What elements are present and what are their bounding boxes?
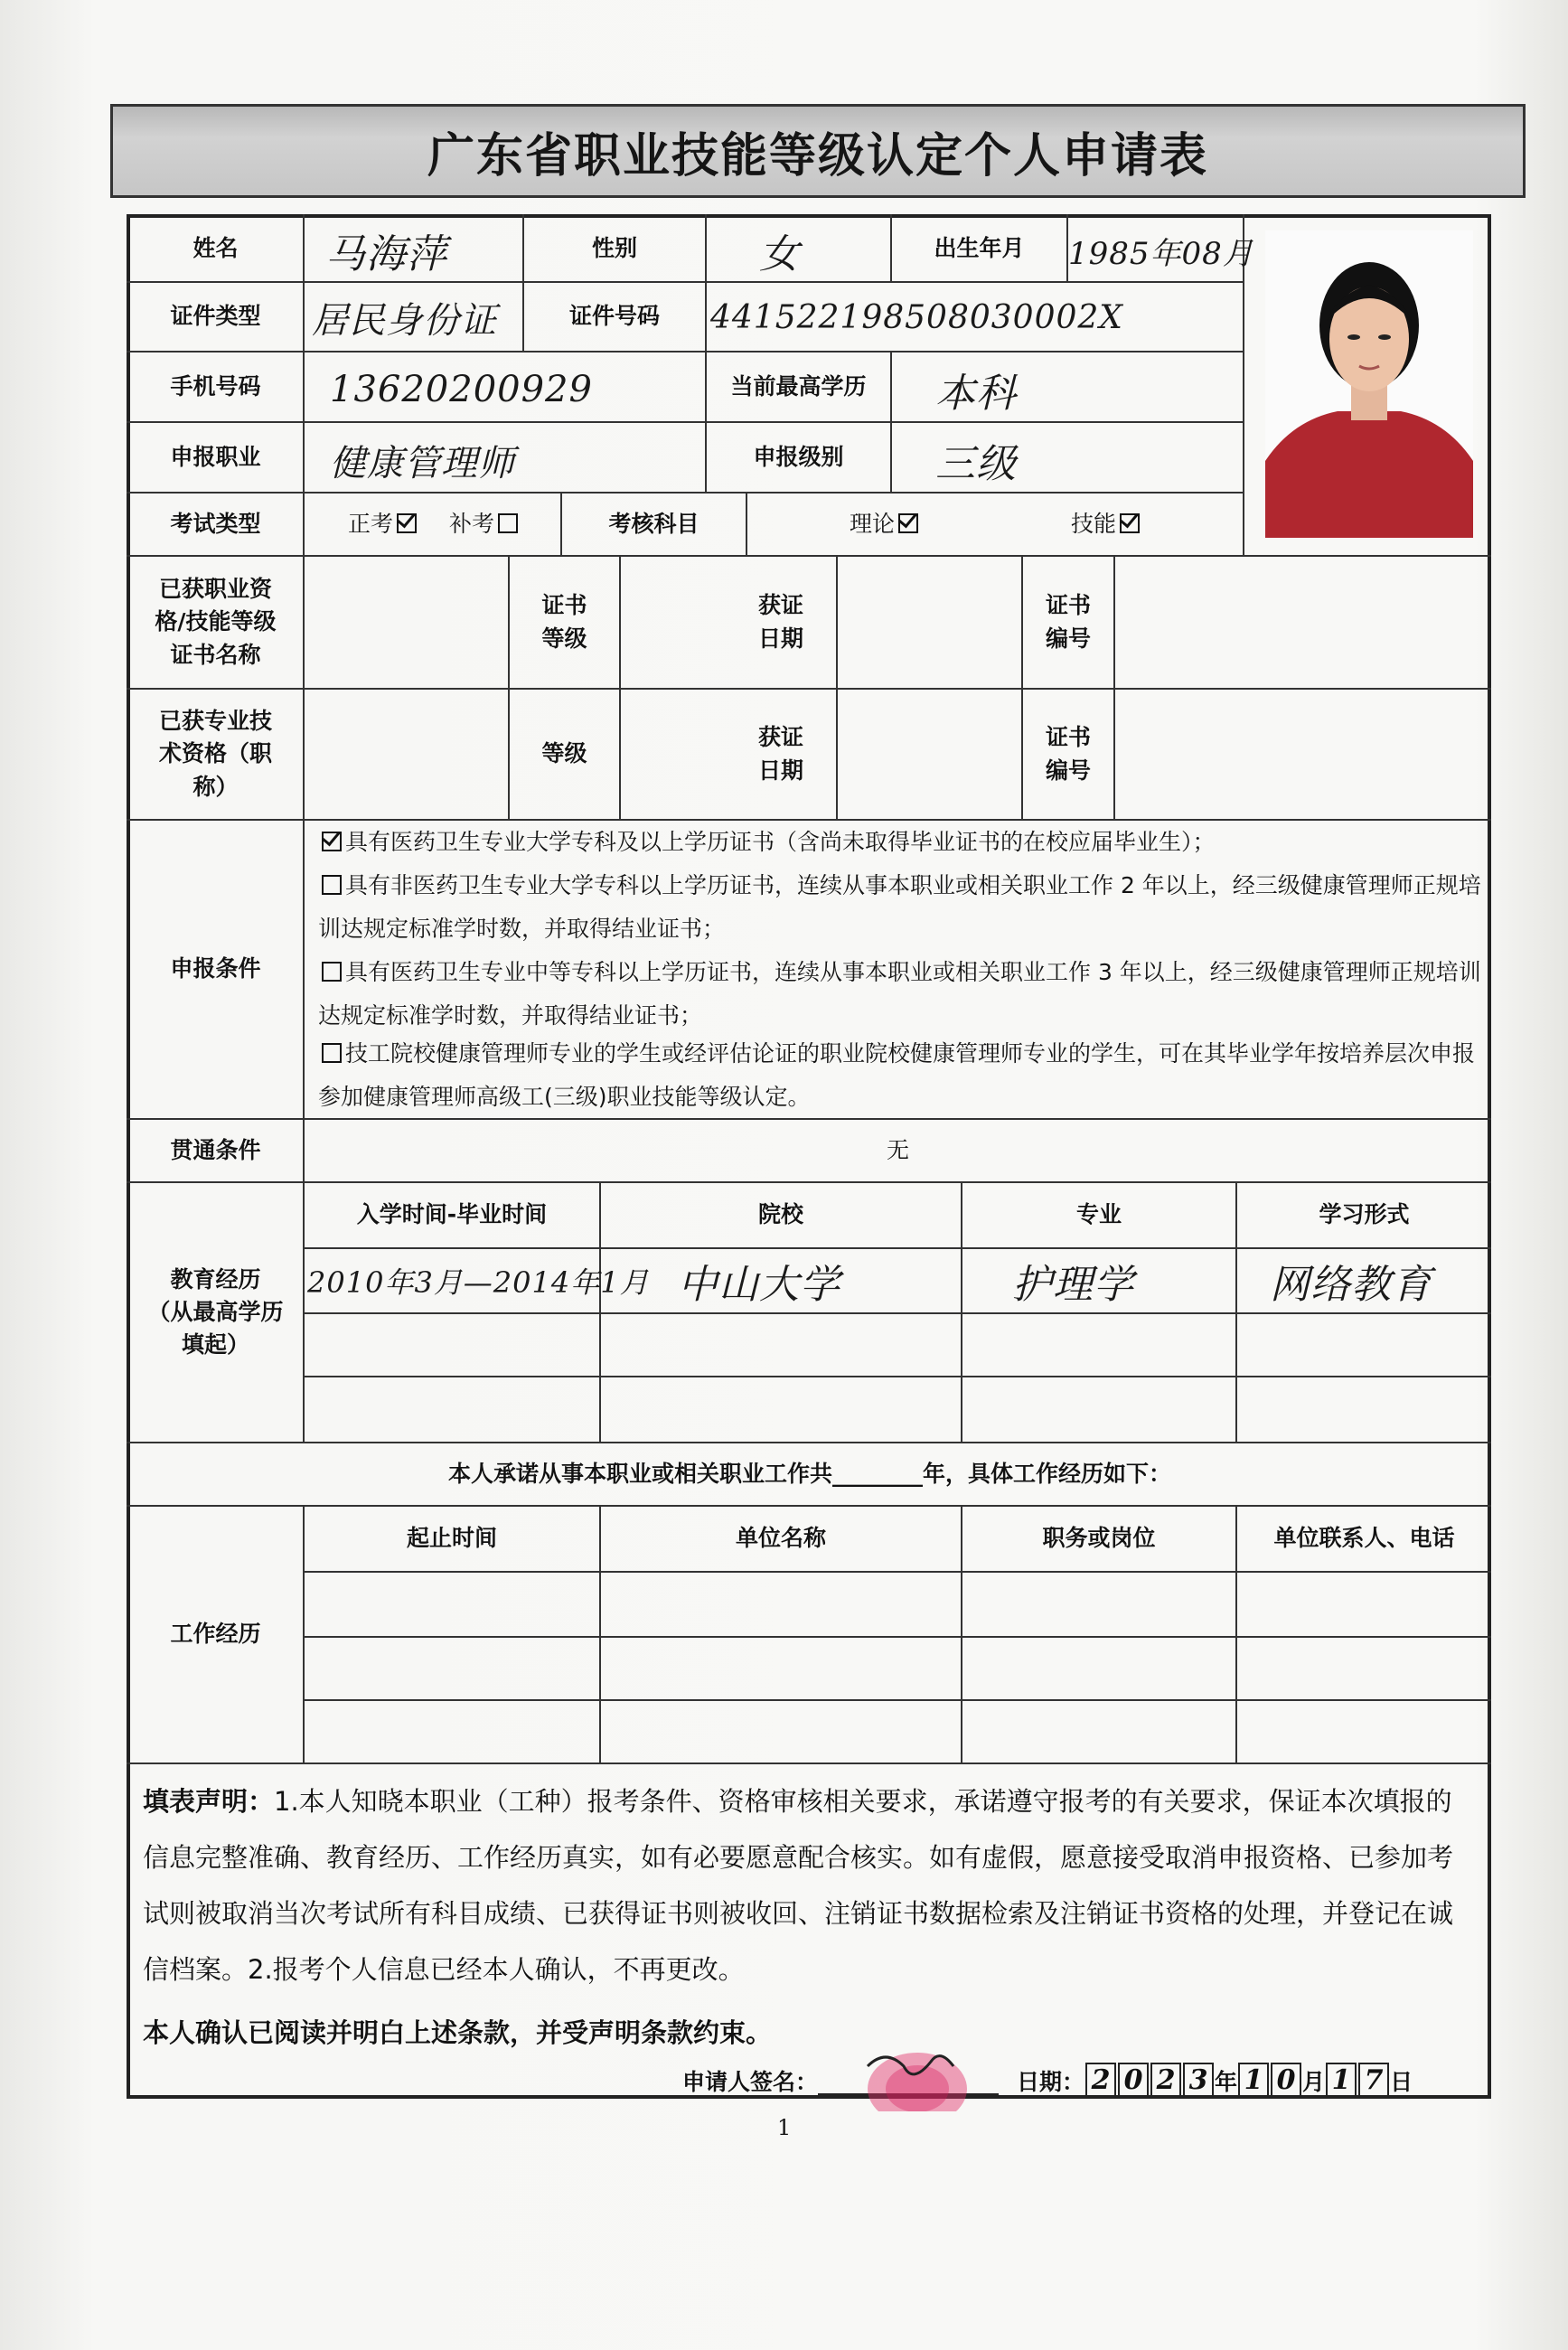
education-header-major: 专业 xyxy=(1075,1201,1122,1228)
grid-line xyxy=(746,492,747,555)
year-unit: 年 xyxy=(1215,2069,1238,2095)
work-header-position: 职务或岗位 xyxy=(1042,1525,1156,1552)
condition-item[interactable] xyxy=(318,1032,1484,1119)
gender-label: 性别 xyxy=(591,235,637,262)
level-label: 申报级别 xyxy=(753,443,844,470)
cert-level-label: 证书 等级 xyxy=(541,592,587,652)
phone-value: 13620200929 xyxy=(330,369,593,410)
declaration-body: 1.本人知晓本职业（工种）报考条件、资格审核相关要求，承诺遵守报考的有关要求，保证本次填报的信息完整准确、教育经历、工作经历真实，如有必要愿意配合核实。如有虚假，愿意接受取消申报资格、已参加考试则被取消当次考试所有科目成绩、已获得证书则被收回、注销证书数据检索及注销证书资格的处理，并登记在诚信档案。2.报考个人信息已经本人确认，不再更改。 xyxy=(143,1786,1454,1985)
through-condition-label: 贯通条件 xyxy=(170,1136,261,1163)
exam-makeup-label: 补考 xyxy=(449,511,495,537)
month-digit: 1 xyxy=(1238,2063,1269,2099)
signature-label: 申请人签名： xyxy=(682,2069,819,2095)
portrait-image xyxy=(1265,230,1473,538)
condition-item[interactable] xyxy=(318,821,1484,864)
gender-value: 女 xyxy=(759,231,800,277)
form-title: 广东省职业技能等级认定个人申请表 xyxy=(427,128,1208,183)
year-digit: 2 xyxy=(1150,2063,1181,2099)
year-digit: 0 xyxy=(1118,2063,1149,2099)
signature-field[interactable] xyxy=(818,2066,999,2095)
title-number-label: 证书 编号 xyxy=(1045,724,1091,784)
exam-type-label: 考试类型 xyxy=(170,510,261,537)
year-digit: 2 xyxy=(1085,2063,1116,2099)
exam-regular-label: 正考 xyxy=(348,511,394,537)
grid-line xyxy=(303,1636,1491,1638)
name-value: 马海萍 xyxy=(325,231,447,277)
title-level-label: 等级 xyxy=(541,740,587,767)
day-unit: 日 xyxy=(1390,2069,1413,2095)
education-school-value: 中山大学 xyxy=(678,1262,840,1308)
condition-item[interactable] xyxy=(318,951,1484,1038)
work-header-period: 起止时间 xyxy=(406,1525,497,1552)
exam-regular-checkbox[interactable] xyxy=(397,513,417,533)
exam-regular-option[interactable] xyxy=(348,503,420,546)
fingerprint-stamp xyxy=(818,2039,999,2111)
education-header-mode: 学习形式 xyxy=(1319,1201,1410,1228)
education-label: 教育经历 （从最高学历 填起） xyxy=(147,1265,284,1358)
grid-line xyxy=(303,1312,1491,1314)
grid-line xyxy=(303,555,305,1118)
education-level-value: 本科 xyxy=(935,371,1017,417)
condition-checkbox[interactable] xyxy=(322,832,342,851)
exam-theory-label: 理论 xyxy=(850,511,896,537)
exam-makeup-checkbox[interactable] xyxy=(498,513,518,533)
education-level-label: 当前最高学历 xyxy=(730,372,867,400)
phone-label: 手机号码 xyxy=(170,372,261,400)
declaration-confirm xyxy=(143,2005,1476,2061)
education-header-school: 院校 xyxy=(757,1201,803,1228)
education-major-value: 护理学 xyxy=(1012,1262,1134,1308)
signature-row xyxy=(682,2061,1413,2101)
job-label: 申报职业 xyxy=(170,443,261,470)
through-condition-value: 无 xyxy=(886,1136,909,1163)
exam-skill-checkbox[interactable] xyxy=(1120,513,1140,533)
month-unit: 月 xyxy=(1302,2069,1326,2095)
title-date-label: 获证 日期 xyxy=(757,724,803,784)
grid-line xyxy=(127,1762,1491,1764)
condition-checkbox[interactable] xyxy=(322,875,342,895)
work-label: 工作经历 xyxy=(170,1621,261,1648)
education-mode-value: 网络教育 xyxy=(1270,1262,1432,1308)
declaration-lead: 填表声明： xyxy=(143,1786,275,1817)
exam-theory-checkbox[interactable] xyxy=(898,513,918,533)
grid-line xyxy=(1113,555,1115,819)
page-number: 1 xyxy=(777,2115,792,2140)
id-no-value: 441522198508030002X xyxy=(710,298,1123,336)
cert-number-label: 证书 编号 xyxy=(1045,592,1091,652)
name-label: 姓名 xyxy=(192,235,239,262)
professional-title-label: 已获专业技 术资格（职 称） xyxy=(158,708,272,800)
id-type-value: 居民身份证 xyxy=(312,299,497,342)
birth-value: 1985年08月 xyxy=(1068,235,1254,272)
condition-checkbox[interactable] xyxy=(322,1043,342,1063)
work-header-employer: 单位名称 xyxy=(735,1525,826,1552)
year-digit: 3 xyxy=(1183,2063,1214,2099)
grid-line xyxy=(705,214,707,351)
education-header-period: 入学时间-毕业时间 xyxy=(356,1201,548,1228)
work-header-contact: 单位联系人、电话 xyxy=(1273,1525,1455,1552)
id-no-label: 证件号码 xyxy=(568,303,660,330)
confirm-text: 本人确认已阅读并明白上述条款，并受声明条款约束。 xyxy=(143,2017,773,2048)
title-banner xyxy=(110,104,1526,198)
grid-line xyxy=(303,214,305,555)
work-years-promise: 本人承诺从事本职业或相关职业工作共________年，具体工作经历如下： xyxy=(447,1460,1171,1487)
id-type-label: 证件类型 xyxy=(170,303,261,330)
grid-line xyxy=(619,555,621,819)
birth-label: 出生年月 xyxy=(934,235,1025,262)
grid-line xyxy=(836,555,838,819)
conditions-label: 申报条件 xyxy=(170,955,261,982)
exam-subject-label: 考核科目 xyxy=(608,510,699,537)
day-digit: 1 xyxy=(1326,2063,1357,2099)
grid-line xyxy=(303,1571,1491,1573)
condition-text: 具有非医药卫生专业大学专科以上学历证书，连续从事本职业或相关职业工作 2 年以上，经三级健康管理师正规培训达规定标准学时数，并取得结业证书； xyxy=(318,872,1481,942)
exam-makeup-option[interactable] xyxy=(449,503,521,546)
applicant-photo xyxy=(1265,230,1473,538)
cert-date-label: 获证 日期 xyxy=(757,592,803,652)
condition-text: 具有医药卫生专业中等专科以上学历证书，连续从事本职业或相关职业工作 3 年以上，经三级健康管理师正规培训达规定标准学时数，并取得结业证书； xyxy=(318,959,1481,1029)
job-value: 健康管理师 xyxy=(330,442,515,484)
date-label: 日期： xyxy=(1017,2069,1085,2095)
grid-line xyxy=(303,1699,1491,1701)
exam-theory-option[interactable] xyxy=(850,503,922,546)
condition-text: 技工院校健康管理师专业的学生或经评估论证的职业院校健康管理师专业的学生，可在其毕业学年按培养层次申报参加健康管理师高级工(三级)职业技能等级认定。 xyxy=(318,1040,1476,1110)
condition-item[interactable] xyxy=(318,864,1484,951)
month-digit: 0 xyxy=(1271,2063,1301,2099)
level-value: 三级 xyxy=(935,441,1017,487)
education-period-value: 2010年3月—2014年1月 xyxy=(307,1265,650,1300)
obtained-cert-label: 已获职业资 格/技能等级 证书名称 xyxy=(155,576,277,668)
declaration-text xyxy=(143,1773,1476,1998)
grid-line xyxy=(890,351,892,492)
condition-text: 具有医药卫生专业大学专科及以上学历证书（含尚未取得毕业证书的在校应届毕业生）； xyxy=(345,829,1216,855)
exam-skill-option[interactable] xyxy=(1071,503,1143,546)
condition-checkbox[interactable] xyxy=(322,962,342,982)
grid-line xyxy=(303,1376,1491,1377)
grid-line xyxy=(303,1247,1491,1249)
day-digit: 7 xyxy=(1358,2063,1389,2099)
exam-skill-label: 技能 xyxy=(1071,511,1117,537)
